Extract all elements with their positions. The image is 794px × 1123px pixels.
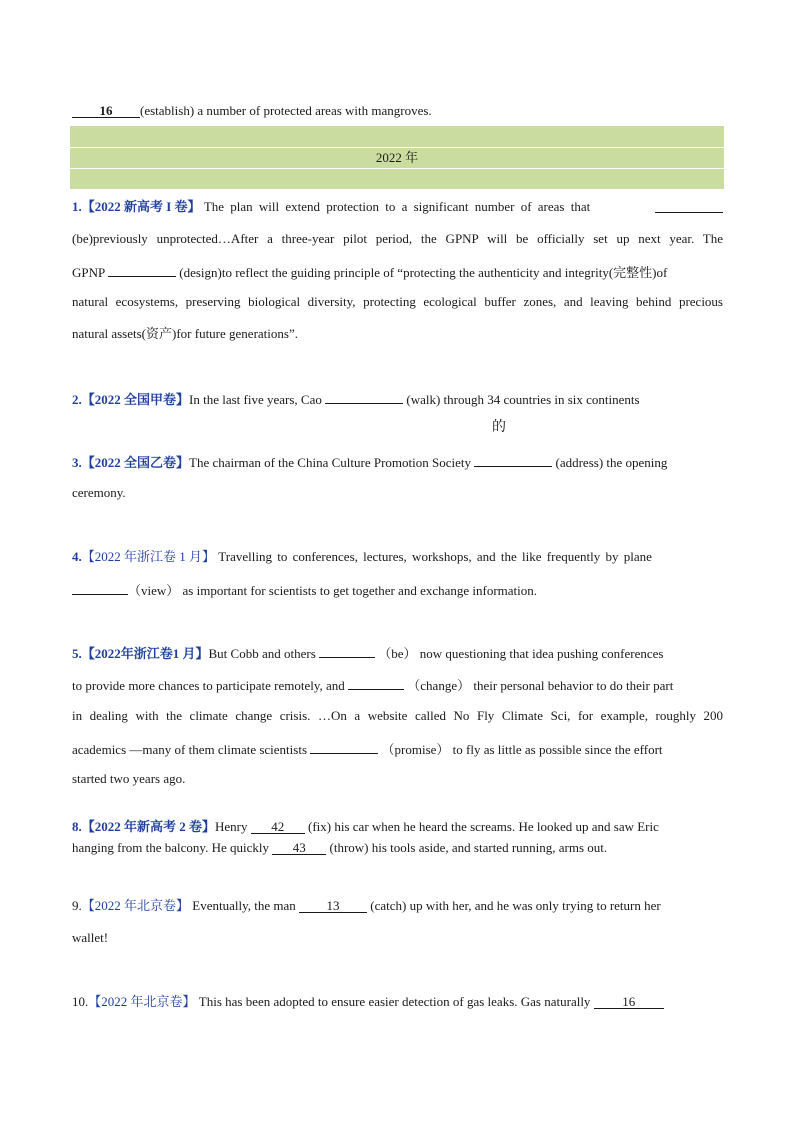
q1-line-4: natural ecosystems, preserving biological diversity, protecting ecological buffer zones, and leaving behind precious: [72, 294, 723, 309]
q5-line-2: [72, 676, 723, 694]
answer-blank: [348, 676, 404, 690]
question-number: 10.: [72, 994, 89, 1009]
q5-text: （be） now questioning that idea pushing conferences: [378, 646, 664, 661]
answer-blank: [72, 581, 128, 595]
question-number: 3.: [72, 455, 82, 470]
question-source: 【2022 全国甲卷】: [81, 392, 190, 407]
question-number: 4.: [72, 549, 82, 564]
q1-line-1: [72, 199, 723, 215]
answer-blank: [325, 390, 403, 404]
q9-line-2: wallet!: [72, 930, 109, 945]
stray-character: 的: [492, 420, 506, 435]
q8-text: (throw) his tools aside, and started running, arms out.: [329, 840, 608, 855]
blank-number: 42: [271, 819, 285, 834]
q4-text: （view） as important for scientists to get together and exchange information.: [128, 583, 538, 598]
year-section-header: [70, 126, 724, 189]
q2-text: In the last five years, Cao: [189, 392, 322, 407]
answer-blank: [655, 199, 723, 213]
q8-text: hanging from the balcony. He quickly: [72, 840, 269, 855]
answer-blank: [108, 263, 176, 277]
q8-text: Henry: [215, 819, 248, 834]
q8-text: (fix) his car when he heard the screams. He looked up and saw Eric: [308, 819, 659, 834]
q5-text: （promise） to fly as little as possible since the effort: [381, 742, 663, 757]
q5-line-3: in dealing with the climate change crisis. …On a website called No Fly Climate Sci, for example, roughly 200: [72, 708, 723, 723]
answer-blank: [251, 820, 305, 834]
q3-text: (address) the opening: [555, 455, 668, 470]
intro-line: [72, 103, 723, 119]
q8-line-2: [72, 840, 723, 856]
q1-text: (design)to reflect the guiding principle of “protecting the authenticity and integrity(完整性)of: [179, 265, 668, 280]
answer-blank: [474, 453, 552, 467]
question-source: 【2022 年浙江卷 1 月】: [81, 549, 216, 564]
q5-text: （change） their personal behavior to do their part: [407, 678, 674, 693]
q4-line-2: [72, 581, 723, 599]
q5-text: But Cobb and others: [208, 646, 316, 661]
q1-line-3: [72, 263, 723, 281]
question-source: 【2022 新高考 I 卷】: [81, 199, 201, 214]
q2-line-1: [72, 390, 723, 408]
q5-text: to provide more chances to participate remotely, and: [72, 678, 345, 693]
answer-blank: [299, 899, 367, 913]
band-divider: [70, 147, 724, 148]
q10-text: This has been adopted to ensure easier detection of gas leaks. Gas naturally: [198, 994, 591, 1009]
question-number: 2.: [72, 392, 82, 407]
q5-line-4: [72, 740, 723, 758]
q1-text: The plan will extend protection to a significant number of areas that: [203, 199, 591, 214]
question-number: 8.: [72, 819, 82, 834]
q1-line-2: (be)previously unprotected…After a three-year pilot period, the GPNP will be officially set up next year. The: [72, 231, 723, 246]
q4-line-1: [72, 549, 723, 565]
question-number: 1.: [72, 199, 82, 214]
blank-number: 16: [622, 994, 636, 1009]
q3-line-2: ceremony.: [72, 485, 126, 500]
q9-text: (catch) up with her, and he was only trying to return her: [370, 898, 661, 913]
blank-number: 43: [292, 840, 306, 855]
question-source: 【2022 年新高考 2 卷】: [81, 819, 216, 834]
q2-text: (walk) through 34 countries in six continents: [406, 392, 640, 407]
question-source: 【2022 年北京卷】: [81, 898, 190, 913]
answer-blank: [319, 644, 375, 658]
question-source: 【2022 全国乙卷】: [81, 455, 190, 470]
question-source: 【2022年浙江卷1 月】: [81, 646, 209, 661]
q5-text: academics —many of them climate scientists: [72, 742, 308, 757]
blank-number: 16: [99, 103, 113, 118]
q1-text: GPNP: [72, 265, 105, 280]
answer-blank: [72, 104, 140, 118]
q3-text: The chairman of the China Culture Promotion Society: [189, 455, 471, 470]
band-divider: [70, 168, 724, 169]
question-source: 【2022 年北京卷】: [88, 994, 196, 1009]
q9-line-1: [72, 898, 723, 914]
answer-blank: [310, 740, 378, 754]
intro-text: (establish) a number of protected areas with mangroves.: [140, 103, 432, 118]
q5-line-1: [72, 644, 723, 662]
q8-line-1: [72, 819, 723, 835]
answer-blank: [594, 995, 664, 1009]
q10-line-1: [72, 994, 723, 1010]
q4-text: Travelling to conferences, lectures, workshops, and the like frequently by plane: [218, 549, 652, 564]
section-year-label: 2022 年: [375, 150, 419, 165]
question-number: 9.: [72, 898, 82, 913]
question-number: 5.: [72, 646, 82, 661]
q1-line-5: natural assets(资产)for future generations”.: [72, 326, 298, 341]
blank-number: 13: [326, 898, 340, 913]
q5-line-5: started two years ago.: [72, 771, 186, 786]
q3-line-1: [72, 453, 723, 471]
q9-text: Eventually, the man: [192, 898, 296, 913]
answer-blank: [272, 841, 326, 855]
